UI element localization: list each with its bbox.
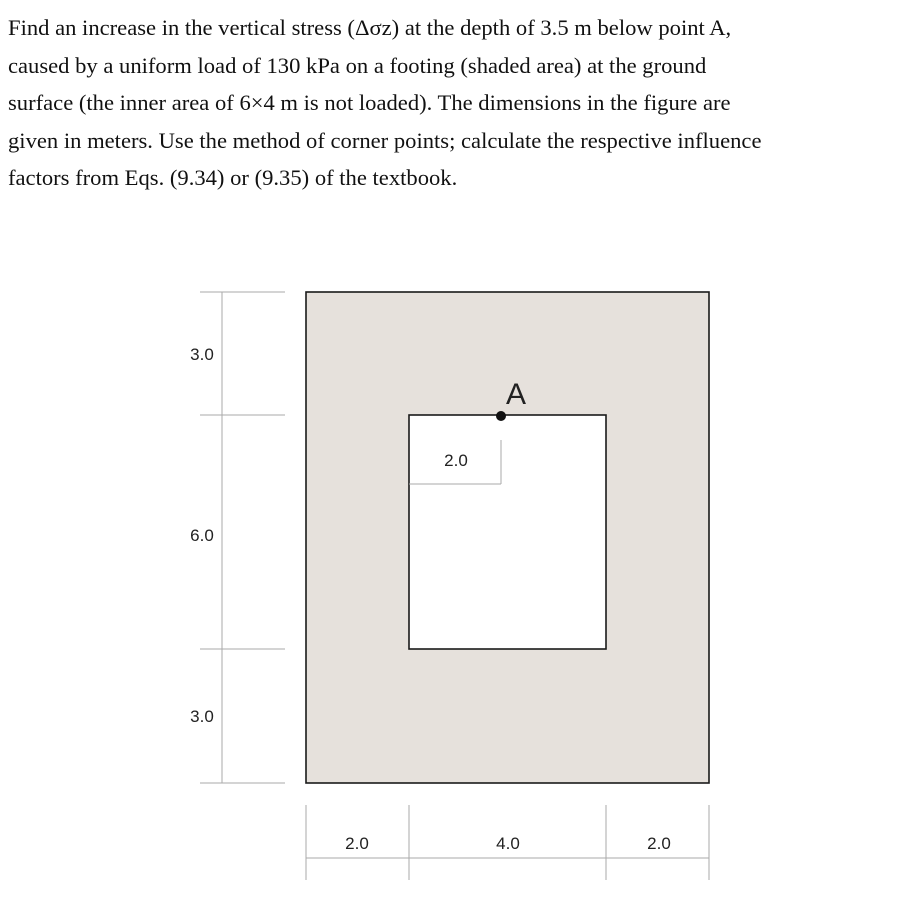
problem-line-5: factors from Eqs. (9.34) or (9.35) of the textbook. (8, 165, 458, 190)
dim-label-horizontal-left: 2.0 (345, 834, 369, 853)
dim-label-inner-offset: 2.0 (444, 451, 468, 470)
dim-label-horizontal-right: 2.0 (647, 834, 671, 853)
dim-label-vertical-top: 3.0 (190, 345, 214, 364)
point-a-marker (496, 411, 506, 421)
point-a-label: A (505, 378, 527, 411)
dim-label-vertical-middle: 6.0 (190, 526, 214, 545)
unloaded-inner-area (409, 415, 606, 649)
dim-label-horizontal-middle: 4.0 (496, 834, 520, 853)
problem-line-3: surface (the inner area of 6×4 m is not loaded). The dimensions in the figure are (8, 90, 731, 115)
problem-line-1: Find an increase in the vertical stress (Δσz) at the depth of 3.5 m below point A, (8, 15, 732, 40)
dim-label-vertical-bottom: 3.0 (190, 707, 214, 726)
problem-line-4: given in meters. Use the method of corner points; calculate the respective influence (8, 127, 762, 153)
problem-line-2: caused by a uniform load of 130 kPa on a footing (shaded area) at the ground (8, 52, 707, 78)
